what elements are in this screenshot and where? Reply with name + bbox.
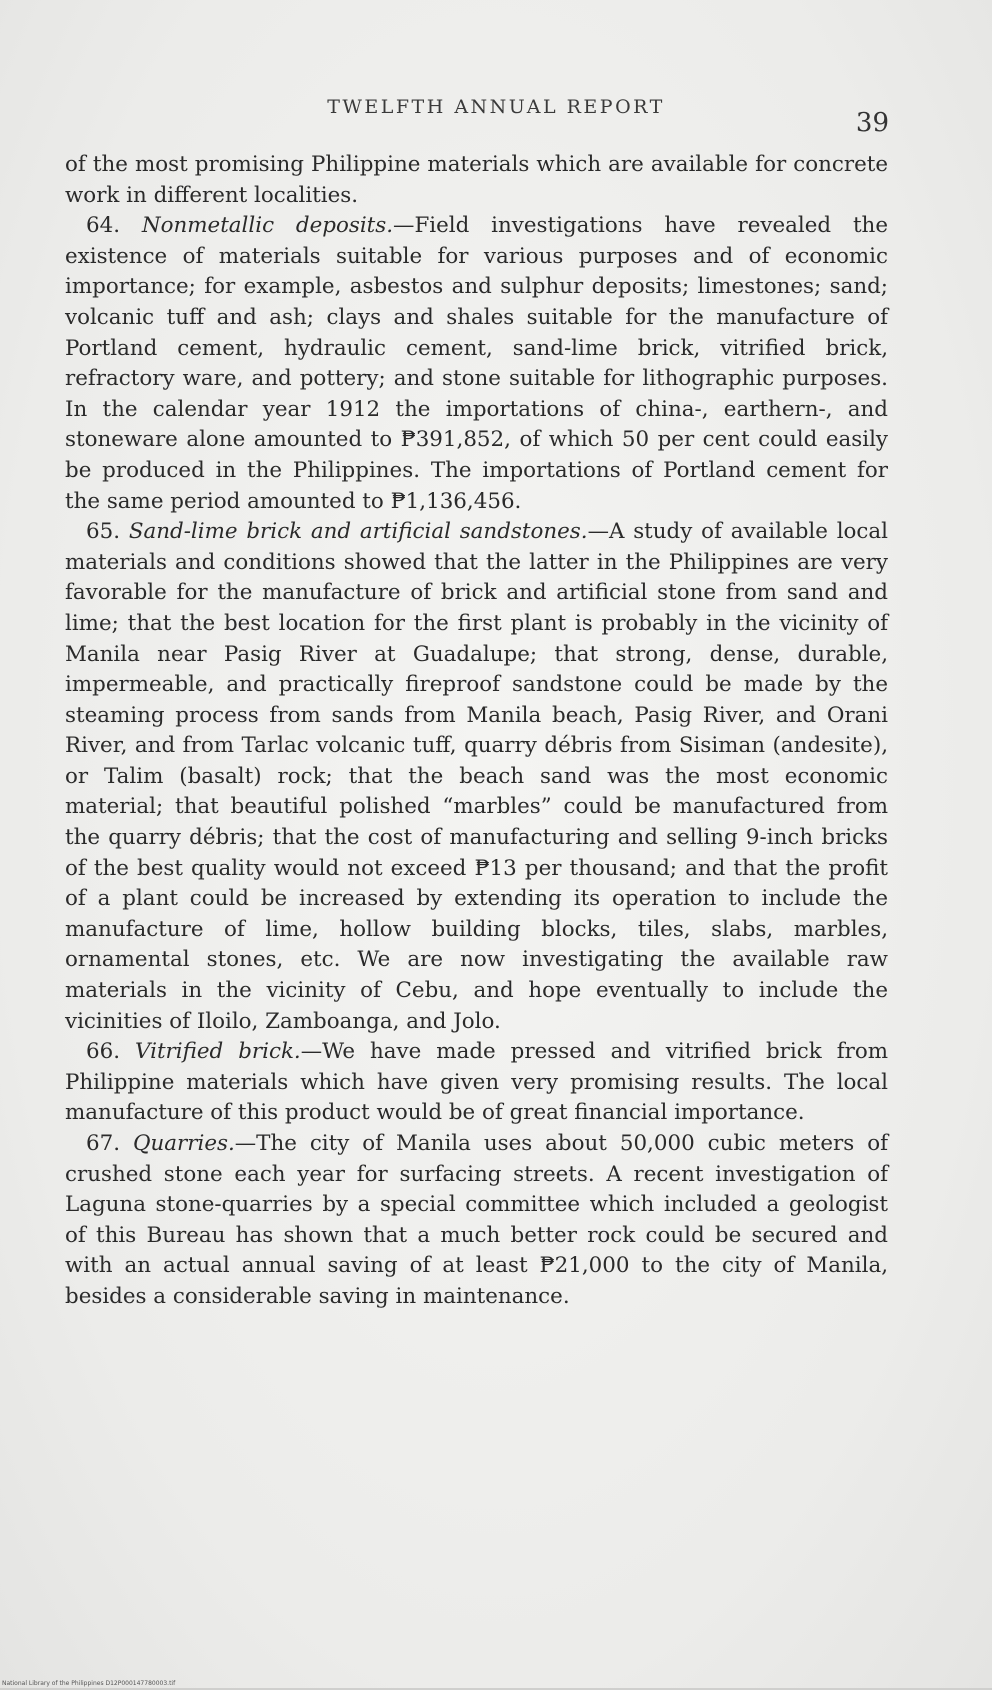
paragraph-text: —We have made pressed and vitrified brick from Philippine materials which have given very promising results. The local manufacture of this product would be of great financial importance. bbox=[65, 1039, 888, 1126]
paragraph-66 bbox=[65, 1037, 888, 1129]
paragraph-text: of the most promising Philippine materials which are available for concrete work in different localities. bbox=[65, 152, 888, 208]
paragraph-number: 65. bbox=[86, 519, 129, 545]
paragraph-number: 64. bbox=[86, 213, 142, 239]
paragraph-heading: Sand-lime brick and artificial sandstones. bbox=[128, 519, 588, 545]
paragraph-number: 67. bbox=[86, 1131, 133, 1156]
running-title: TWELFTH ANNUAL REPORT bbox=[327, 96, 665, 118]
paragraph-number: 66. bbox=[86, 1039, 136, 1065]
paragraph-64 bbox=[65, 211, 888, 517]
paragraph-text: —The city of Manila uses about 50,000 cubic meters of crushed stone each year for surfacing streets. A recent investigation of Laguna stone-quarries by a special committee which included a geologist of this Bureau has shown that a much better rock could be secured and with an actual annual saving of at least ₱21,000 to the city of Manila, besides a considerable saving in maintenance. bbox=[65, 1131, 888, 1309]
paragraph-heading: Nonmetallic deposits. bbox=[141, 213, 394, 239]
scan-credit: National Library of the Philippines D12P000147780003.tif bbox=[2, 1680, 176, 1687]
paragraph-text: —A study of available local materials and conditions showed that the latter in the Philippines are very favorable for the manufacture of brick and artificial stone from sand and lime; that the best location for the first plant is probably in the vicinity of Manila near Pasig River at Guadalupe; that strong, dense, durable, impermeable, and practically fireproof sandstone could be made by the steaming process from sands from Manila beach, Pasig River, and Orani River, and from Tarlac volcanic tuff, quarry débris from Sisiman (andesite), or Talim (basalt) rock; that the beach sand was the most economic material; that beautiful polished “marbles” could be manufactured from the quarry débris; that the cost of manufacturing and selling 9-inch bricks of the best quality would not exceed ₱13 per thousand; and that the profit of a plant could be increased by extending its operation to include the manufacture of lime, hollow building blocks, tiles, slabs, marbles, ornamental stones, etc. We are now investigating the available raw materials in the vicinity of Cebu, and hope eventually to include the vicinities of Iloilo, Zamboanga, and Jolo. bbox=[65, 519, 888, 1034]
paragraph-text: —Field investigations have revealed the existence of materials suitable for various purposes and of economic importance; for example, asbestos and sulphur deposits; limestones; sand; volcanic tuff and ash; clays and shales suitable for the manufacture of Portland cement, hydraulic cement, sand-lime brick, vitrified brick, refractory ware, and pottery; and stone suitable for lithographic purposes. In the calendar year 1912 the importations of china-, earthern-, and stoneware alone amounted to ₱391,852, of which 50 per cent could easily be produced in the Philippines. The importations of Portland cement for the same period amounted to ₱1,136,456. bbox=[65, 213, 888, 514]
body-text bbox=[65, 150, 888, 1313]
paragraph-65 bbox=[65, 517, 888, 1037]
paragraph-continuation bbox=[65, 150, 888, 211]
paragraph-67 bbox=[65, 1129, 888, 1313]
page-number: 39 bbox=[855, 108, 889, 138]
paragraph-heading: Vitrified brick. bbox=[135, 1039, 301, 1065]
paragraph-heading: Quarries. bbox=[132, 1131, 235, 1156]
